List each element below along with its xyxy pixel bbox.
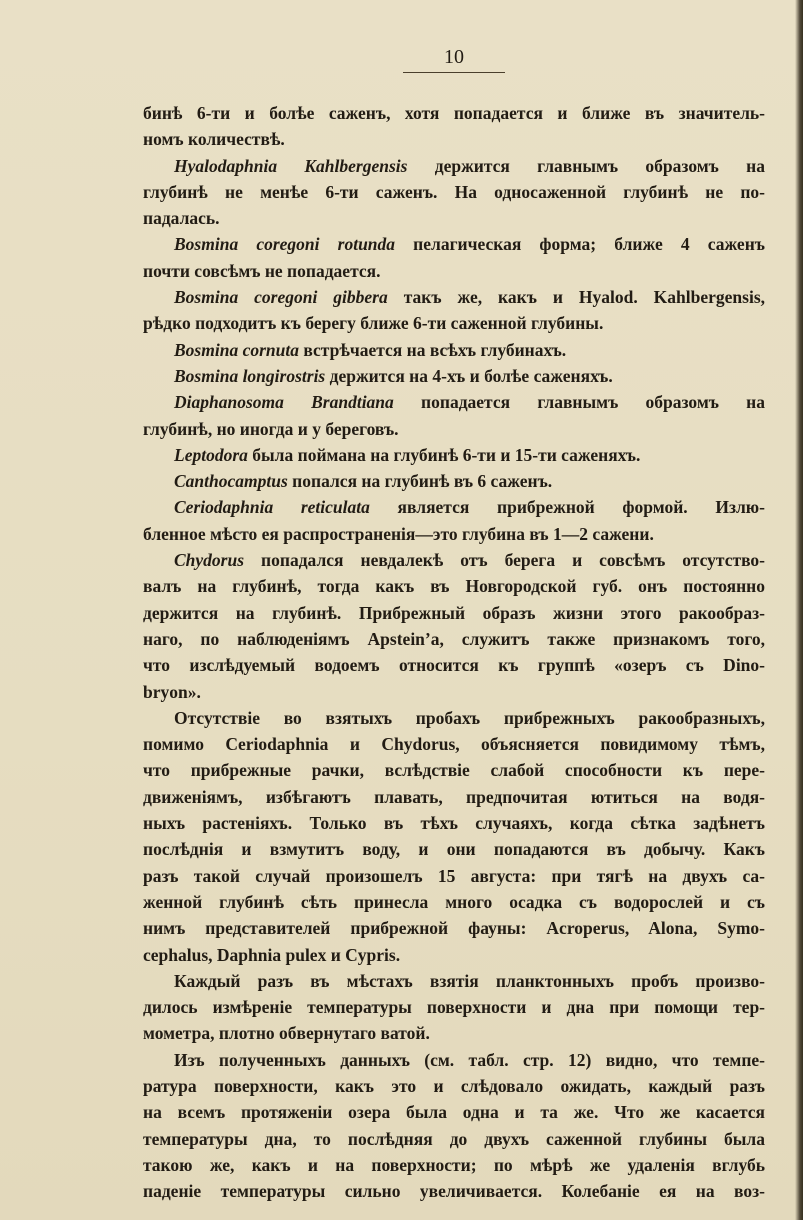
paragraph [143,389,765,442]
text-run: встрѣчается на всѣхъ глубинахъ. [298,339,567,360]
text-line [143,494,765,520]
text-run: что изслѣдуемый водоемъ относится къ группѣ «озеръ съ Dino- [143,655,765,676]
text-line [143,442,765,468]
text-line [143,626,765,652]
text-run: держится на глубинѣ. Прибрежный образъ жизни этого ракообраз- [143,602,765,623]
text-run: попадается главнымъ образомъ на [393,392,766,413]
text-run: наго, по наблюденіямъ Apstein’a, служитъ также признакомъ того, [143,628,765,649]
text-line [143,968,765,994]
species-name: Bosmina coregoni gibbera [174,287,388,308]
text-line [143,363,765,389]
paragraph [143,337,765,363]
paragraph [143,968,765,1047]
text-line [143,810,765,836]
paragraph [143,363,765,389]
species-name: Bosmina cornuta [174,339,299,360]
species-name: Diaphanosoma Brandtiana [174,392,394,413]
text-run: держится главнымъ образомъ на [407,155,765,176]
paragraph [143,705,765,968]
text-run: послѣднія и взмутитъ воду, и они попадаются въ добычу. Какъ [143,839,765,860]
text-line [143,416,765,442]
text-line [143,1099,765,1125]
text-run: попадался невдалекѣ отъ берега и совсѣмъ отсутство- [244,550,765,571]
text-run: бинѣ 6-ти и болѣе саженъ, хотя попадается и ближе въ значитель- [143,103,765,123]
text-run: дилось измѣреніе температуры поверхности и дна при помощи тер- [143,997,765,1018]
text-line [143,731,765,757]
text-line [143,100,765,126]
species-name: Bosmina coregoni rotunda [174,234,396,255]
text-run: Каждый разъ въ мѣстахъ взятія планктонныхъ пробъ произво- [174,970,765,991]
text-line [143,1047,765,1073]
text-line [143,600,765,626]
text-line [143,389,765,415]
text-line [143,573,765,599]
text-line [143,994,765,1020]
text-run: Изъ полученныхъ данныхъ (см. табл. стр. 12) видно, что темпе- [174,1049,765,1070]
text-run: что прибрежные рачки, вслѣдствіе слабой способности къ пере- [143,760,765,781]
paragraph [143,1047,765,1205]
text-run: держится на 4-хъ и болѣе саженяхъ. [325,365,613,386]
text-line [143,652,765,678]
text-line [143,231,765,257]
text-run: помимо Ceriodaphnia и Chydorus, объясняется повидимому тѣмъ, [143,734,765,755]
text-line [143,258,765,284]
text-run: глубинѣ, но иногда и у береговъ. [143,418,399,439]
text-line [143,1178,765,1204]
text-run: ныхъ растеніяхъ. Только въ тѣхъ случаяхъ, когда сѣтка задѣнетъ [143,813,765,834]
text-run: валъ на глубинѣ, тогда какъ въ Новгородской губ. онъ постоянно [143,576,765,597]
text-run: падалась. [143,208,220,229]
text-line [143,705,765,731]
text-line [143,679,765,705]
text-line [143,1126,765,1152]
text-run: рѣдко подходитъ къ берегу ближе 6-ти саженной глубины. [143,313,604,334]
text-run: Отсутствіе во взятыхъ пробахъ прибрежныхъ ракообразныхъ, [174,707,765,728]
text-run: на всемъ протяженіи озера была одна и та же. Что же касается [143,1102,765,1123]
paragraph [143,468,765,494]
text-run: паденіе температуры сильно увеличивается. Колебаніе ея на воз- [143,1181,765,1202]
text-line [143,284,765,310]
text-line [143,521,765,547]
text-line [143,863,765,889]
text-line [143,1073,765,1099]
text-run: является прибрежной формой. Излю- [369,497,765,518]
text-run: мометра, плотно обвернутаго ватой. [143,1023,430,1044]
text-line [143,153,765,179]
text-line [143,1152,765,1178]
text-run: температуры дна, то послѣдняя до двухъ саженной глубины была [143,1128,765,1149]
species-name: Canthocamptus [174,471,288,492]
species-name: Chydorus [174,550,245,571]
text-line [143,784,765,810]
text-run: такою же, какъ и на поверхности; по мѣрѣ же удаленія вглубь [143,1154,765,1175]
text-line [143,126,765,152]
paragraph [143,442,765,468]
text-run: bryon». [143,681,201,702]
text-run: почти совсѣмъ не попадается. [143,260,381,281]
text-run: пелагическая форма; ближе 4 саженъ [395,234,765,255]
text-line [143,757,765,783]
text-line [143,915,765,941]
paragraph [143,284,765,337]
body-text [143,100,765,1204]
text-line [143,310,765,336]
text-line [143,468,765,494]
species-name: Leptodora [174,444,248,465]
text-run: была поймана на глубинѣ 6-ти и 15-ти саженяхъ. [247,444,641,465]
text-run: движеніямъ, избѣгаютъ плавать, предпочитая ютиться на водя- [143,786,765,807]
paragraph [143,494,765,547]
text-run: разъ такой случай произошелъ 15 августа: при тягѣ на двухъ са- [143,865,765,886]
page-number-rule [403,72,505,73]
text-run: нимъ представителей прибрежной фауны: Acroperus, Alona, Symo- [143,918,765,939]
text-line [143,1020,765,1046]
paragraph [143,153,765,232]
text-line [143,547,765,573]
text-run: такъ же, какъ и Hyalod. Kahlbergensis, [387,287,765,308]
text-line [143,942,765,968]
text-run: попался на глубинѣ въ 6 саженъ. [287,471,553,492]
text-line [143,889,765,915]
text-line [143,205,765,231]
text-run: глубинѣ не менѣе 6-ти саженъ. На односаженной глубинѣ не по- [143,181,765,202]
paragraph [143,100,765,153]
text-run: cephalus, Daphnia pulex и Cypris. [143,944,401,965]
species-name: Hyalodaphnia Kahlbergensis [174,155,408,176]
text-line [143,337,765,363]
paragraph [143,231,765,284]
page-number: 10 [444,46,464,68]
text-run: женной глубинѣ сѣть принесла много осадка съ водорослей и съ [143,891,765,912]
page-edge-shadow [795,0,803,1220]
text-line [143,179,765,205]
paragraph [143,547,765,705]
text-run: номъ количествѣ. [143,129,285,150]
text-run: бленное мѣсто ея распространенія—это глубина въ 1—2 сажени. [143,523,654,544]
text-line [143,836,765,862]
text-run: ратура поверхности, какъ это и слѣдовало ожидать, каждый разъ [143,1075,765,1096]
species-name: Ceriodaphnia reticulata [174,497,370,518]
species-name: Bosmina longirostris [174,365,326,386]
